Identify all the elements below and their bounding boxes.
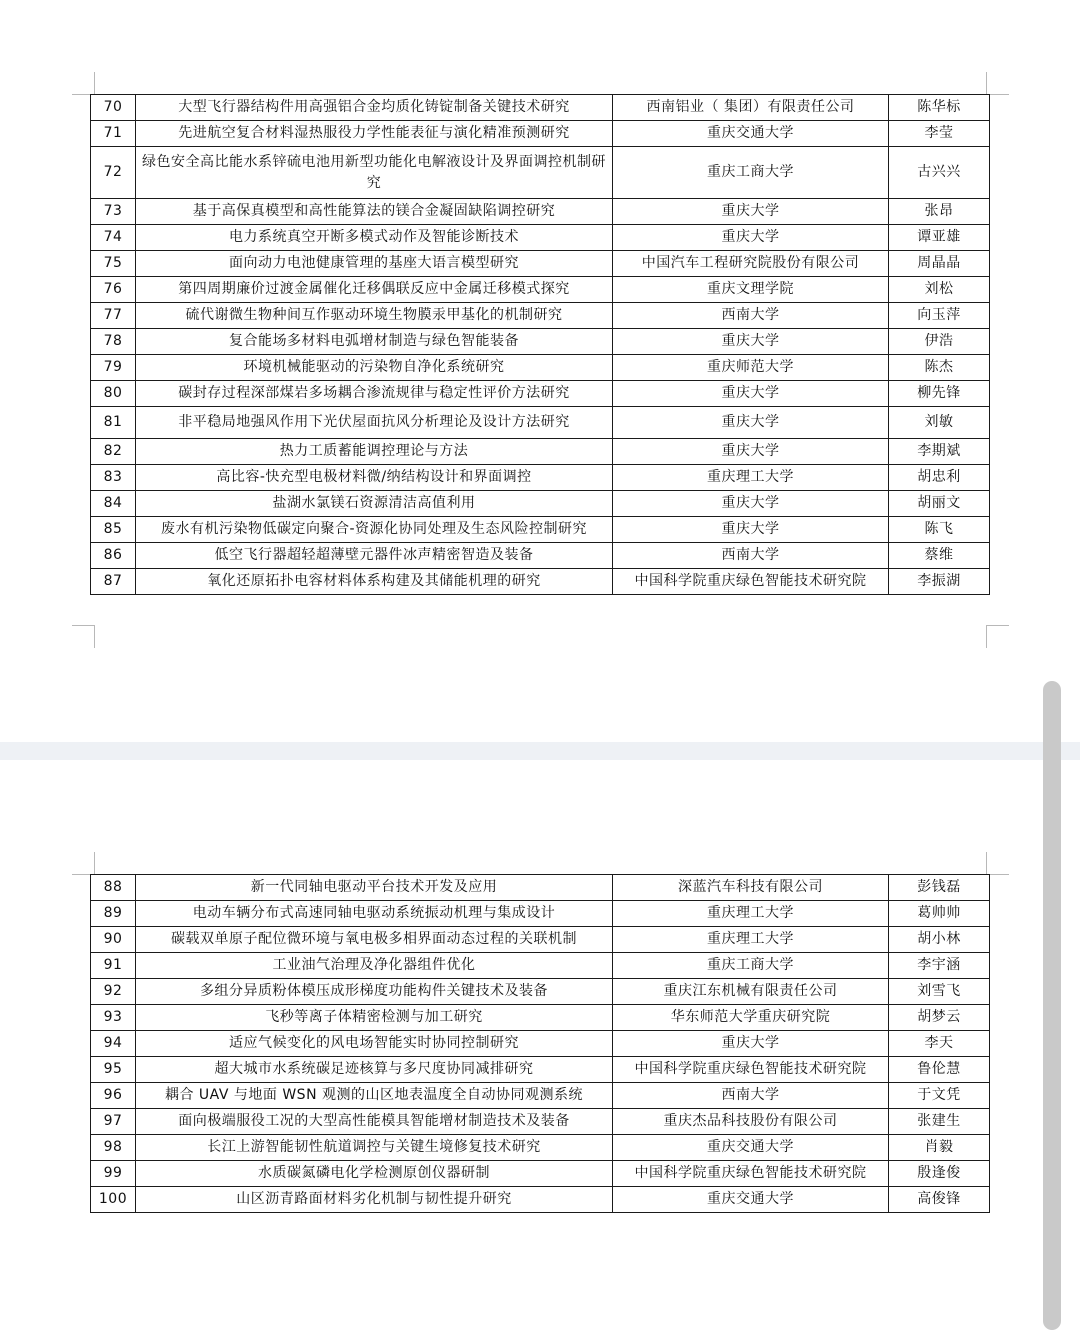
organization: 中国科学院重庆绿色智能技术研究院	[613, 1161, 889, 1187]
organization: 重庆文理学院	[613, 277, 889, 303]
table-row	[91, 1005, 990, 1031]
project-title: 碳载双单原子配位微环境与氧电极多相界面动态过程的关联机制	[136, 927, 613, 953]
row-number: 79	[91, 355, 136, 381]
table-row	[91, 439, 990, 465]
organization: 重庆大学	[613, 439, 889, 465]
table-row	[91, 407, 990, 439]
table-row	[91, 1109, 990, 1135]
organization: 重庆江东机械有限责任公司	[613, 979, 889, 1005]
organization: 重庆工商大学	[613, 147, 889, 199]
leader-name: 伊浩	[889, 329, 990, 355]
organization: 重庆交通大学	[613, 1187, 889, 1213]
project-title: 绿色安全高比能水系锌硫电池用新型功能化电解液设计及界面调控机制研究	[136, 147, 613, 199]
row-number: 83	[91, 465, 136, 491]
project-title: 飞秒等离子体精密检测与加工研究	[136, 1005, 613, 1031]
row-number: 93	[91, 1005, 136, 1031]
project-title: 碳封存过程深部煤岩多场耦合渗流规律与稳定性评价方法研究	[136, 381, 613, 407]
leader-name: 陈杰	[889, 355, 990, 381]
project-title: 第四周期廉价过渡金属催化迁移偶联反应中金属迁移模式探究	[136, 277, 613, 303]
row-number: 91	[91, 953, 136, 979]
leader-name: 周晶晶	[889, 251, 990, 277]
crop-mark-bottom-right	[986, 625, 1009, 648]
table-row	[91, 1135, 990, 1161]
project-title: 热力工质蓄能调控理论与方法	[136, 439, 613, 465]
leader-name: 葛帅帅	[889, 901, 990, 927]
organization: 华东师范大学重庆研究院	[613, 1005, 889, 1031]
project-title: 大型飞行器结构件用高强铝合金均质化铸锭制备关键技术研究	[136, 95, 613, 121]
organization: 西南大学	[613, 1083, 889, 1109]
table-row	[91, 517, 990, 543]
organization: 重庆工商大学	[613, 953, 889, 979]
project-table-page-1	[90, 94, 990, 595]
document-page-2	[0, 760, 1080, 1330]
project-title: 新一代同轴电驱动平台技术开发及应用	[136, 875, 613, 901]
organization: 中国汽车工程研究院股份有限公司	[613, 251, 889, 277]
crop-mark-top-right	[986, 72, 1009, 95]
table-row	[91, 95, 990, 121]
table-row	[91, 1161, 990, 1187]
leader-name: 于文凭	[889, 1083, 990, 1109]
leader-name: 肖毅	[889, 1135, 990, 1161]
organization: 重庆大学	[613, 491, 889, 517]
leader-name: 刘雪飞	[889, 979, 990, 1005]
crop-mark-bottom-left	[72, 625, 95, 648]
project-title: 氧化还原拓扑电容材料体系构建及其储能机理的研究	[136, 569, 613, 595]
project-title: 盐湖水氯镁石资源清洁高值利用	[136, 491, 613, 517]
row-number: 89	[91, 901, 136, 927]
row-number: 72	[91, 147, 136, 199]
leader-name: 陈飞	[889, 517, 990, 543]
project-title: 水质碳氮磷电化学检测原创仪器研制	[136, 1161, 613, 1187]
table-row	[91, 465, 990, 491]
leader-name: 谭亚雄	[889, 225, 990, 251]
leader-name: 高俊锋	[889, 1187, 990, 1213]
row-number: 92	[91, 979, 136, 1005]
table-row	[91, 1083, 990, 1109]
table-row	[91, 329, 990, 355]
project-title: 多组分异质粉体模压成形梯度功能构件关键技术及装备	[136, 979, 613, 1005]
project-title: 耦合 UAV 与地面 WSN 观测的山区地表温度全自动协同观测系统	[136, 1083, 613, 1109]
table-row	[91, 381, 990, 407]
leader-name: 胡小林	[889, 927, 990, 953]
row-number: 76	[91, 277, 136, 303]
row-number: 78	[91, 329, 136, 355]
leader-name: 李天	[889, 1031, 990, 1057]
project-title: 工业油气治理及净化器组件优化	[136, 953, 613, 979]
organization: 西南大学	[613, 303, 889, 329]
project-title: 山区沥青路面材料劣化机制与韧性提升研究	[136, 1187, 613, 1213]
project-title: 复合能场多材料电弧增材制造与绿色智能装备	[136, 329, 613, 355]
organization: 重庆理工大学	[613, 901, 889, 927]
project-title: 长江上游智能韧性航道调控与关键生境修复技术研究	[136, 1135, 613, 1161]
project-title: 电动车辆分布式高速同轴电驱动系统振动机理与集成设计	[136, 901, 613, 927]
table-row	[91, 225, 990, 251]
row-number: 96	[91, 1083, 136, 1109]
table-row	[91, 199, 990, 225]
leader-name: 胡丽文	[889, 491, 990, 517]
organization: 中国科学院重庆绿色智能技术研究院	[613, 1057, 889, 1083]
row-number: 73	[91, 199, 136, 225]
row-number: 87	[91, 569, 136, 595]
table-row	[91, 979, 990, 1005]
leader-name: 李期斌	[889, 439, 990, 465]
row-number: 77	[91, 303, 136, 329]
leader-name: 李莹	[889, 121, 990, 147]
organization: 重庆交通大学	[613, 1135, 889, 1161]
table-row	[91, 251, 990, 277]
organization: 重庆交通大学	[613, 121, 889, 147]
leader-name: 殷逢俊	[889, 1161, 990, 1187]
table-row	[91, 569, 990, 595]
table-row	[91, 927, 990, 953]
table-row	[91, 1031, 990, 1057]
table-row	[91, 277, 990, 303]
organization: 中国科学院重庆绿色智能技术研究院	[613, 569, 889, 595]
leader-name: 鲁伦慧	[889, 1057, 990, 1083]
row-number: 95	[91, 1057, 136, 1083]
vertical-scrollbar[interactable]	[1043, 681, 1061, 1330]
row-number: 71	[91, 121, 136, 147]
row-number: 90	[91, 927, 136, 953]
organization: 重庆大学	[613, 517, 889, 543]
table-row	[91, 543, 990, 569]
crop-mark-top-left	[72, 852, 95, 875]
crop-mark-top-left	[72, 72, 95, 95]
table-row	[91, 901, 990, 927]
row-number: 94	[91, 1031, 136, 1057]
row-number: 88	[91, 875, 136, 901]
row-number: 99	[91, 1161, 136, 1187]
organization: 西南铝业（ 集团）有限责任公司	[613, 95, 889, 121]
leader-name: 彭钱磊	[889, 875, 990, 901]
row-number: 80	[91, 381, 136, 407]
table-row	[91, 875, 990, 901]
leader-name: 蔡维	[889, 543, 990, 569]
project-title: 先进航空复合材料湿热服役力学性能表征与演化精准预测研究	[136, 121, 613, 147]
organization: 重庆大学	[613, 225, 889, 251]
project-title: 面向动力电池健康管理的基座大语言模型研究	[136, 251, 613, 277]
crop-mark-top-right	[986, 852, 1009, 875]
row-number: 82	[91, 439, 136, 465]
organization: 重庆大学	[613, 1031, 889, 1057]
leader-name: 刘松	[889, 277, 990, 303]
page-gap	[0, 742, 1080, 760]
project-title: 电力系统真空开断多模式动作及智能诊断技术	[136, 225, 613, 251]
table-row	[91, 355, 990, 381]
leader-name: 胡梦云	[889, 1005, 990, 1031]
row-number: 75	[91, 251, 136, 277]
organization: 重庆师范大学	[613, 355, 889, 381]
project-title: 非平稳局地强风作用下光伏屋面抗风分析理论及设计方法研究	[136, 407, 613, 439]
organization: 重庆理工大学	[613, 927, 889, 953]
leader-name: 胡忠利	[889, 465, 990, 491]
organization: 重庆大学	[613, 381, 889, 407]
leader-name: 张昂	[889, 199, 990, 225]
leader-name: 柳先锋	[889, 381, 990, 407]
organization: 重庆大学	[613, 329, 889, 355]
project-title: 基于高保真模型和高性能算法的镁合金凝固缺陷调控研究	[136, 199, 613, 225]
row-number: 97	[91, 1109, 136, 1135]
organization: 重庆大学	[613, 199, 889, 225]
organization: 西南大学	[613, 543, 889, 569]
row-number: 100	[91, 1187, 136, 1213]
organization: 重庆杰品科技股份有限公司	[613, 1109, 889, 1135]
project-table-page-2	[90, 874, 990, 1213]
row-number: 74	[91, 225, 136, 251]
project-title: 硫代谢微生物种间互作驱动环境生物膜汞甲基化的机制研究	[136, 303, 613, 329]
table-row	[91, 1057, 990, 1083]
table-row	[91, 953, 990, 979]
project-title: 废水有机污染物低碳定向聚合-资源化协同处理及生态风险控制研究	[136, 517, 613, 543]
project-title: 高比容-快充型电极材料微/纳结构设计和界面调控	[136, 465, 613, 491]
row-number: 84	[91, 491, 136, 517]
organization: 重庆理工大学	[613, 465, 889, 491]
row-number: 98	[91, 1135, 136, 1161]
leader-name: 李振湖	[889, 569, 990, 595]
row-number: 85	[91, 517, 136, 543]
leader-name: 刘敏	[889, 407, 990, 439]
row-number: 86	[91, 543, 136, 569]
organization: 重庆大学	[613, 407, 889, 439]
project-title: 低空飞行器超轻超薄壁元器件冰声精密智造及装备	[136, 543, 613, 569]
leader-name: 向玉萍	[889, 303, 990, 329]
leader-name: 古兴兴	[889, 147, 990, 199]
table-row	[91, 147, 990, 199]
row-number: 81	[91, 407, 136, 439]
leader-name: 李宇涵	[889, 953, 990, 979]
table-row	[91, 1187, 990, 1213]
table-row	[91, 491, 990, 517]
project-title: 面向极端服役工况的大型高性能模具智能增材制造技术及装备	[136, 1109, 613, 1135]
leader-name: 陈华标	[889, 95, 990, 121]
table-row	[91, 303, 990, 329]
project-title: 环境机械能驱动的污染物自净化系统研究	[136, 355, 613, 381]
leader-name: 张建生	[889, 1109, 990, 1135]
project-title: 适应气候变化的风电场智能实时协同控制研究	[136, 1031, 613, 1057]
row-number: 70	[91, 95, 136, 121]
organization: 深蓝汽车科技有限公司	[613, 875, 889, 901]
table-row	[91, 121, 990, 147]
project-title: 超大城市水系统碳足迹核算与多尺度协同减排研究	[136, 1057, 613, 1083]
